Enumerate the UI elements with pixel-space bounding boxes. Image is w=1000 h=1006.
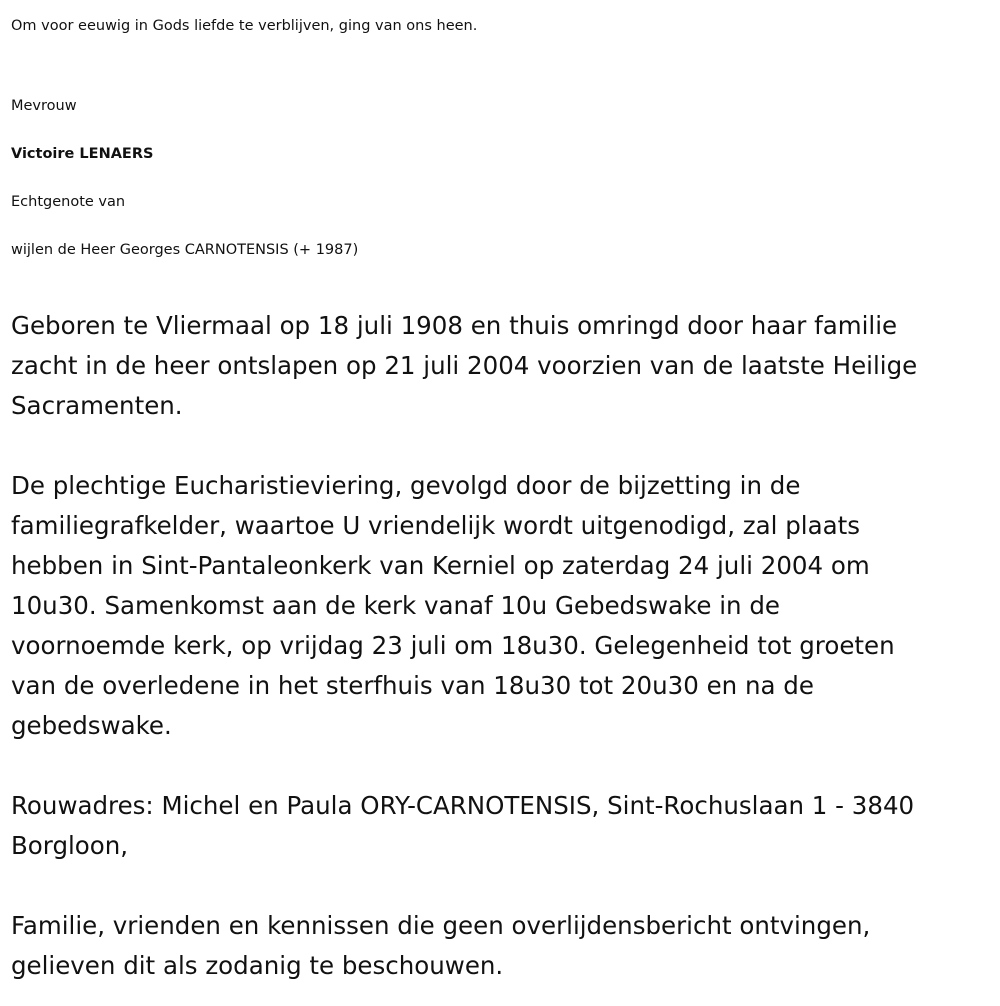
paragraph-line: hebben in Sint-Pantaleonkerk van Kerniel op zaterdag 24 juli 2004 om [11, 551, 870, 580]
paragraph-line: Sacramenten. [11, 391, 183, 420]
spouse-line: wijlen de Heer Georges CARNOTENSIS (+ 1987) [11, 242, 359, 258]
closing-paragraph [11, 906, 986, 986]
paragraph-line: De plechtige Eucharistieviering, gevolgd door de bijzetting in de [11, 471, 801, 500]
paragraph-line: voornoemde kerk, op vrijdag 23 juli om 18u30. Gelegenheid tot groeten [11, 631, 895, 660]
paragraph-line: Rouwadres: Michel en Paula ORY-CARNOTENSIS, Sint-Rochuslaan 1 - 3840 [11, 791, 915, 820]
obituary-document [11, 0, 991, 986]
paragraph-line: 10u30. Samenkomst aan de kerk vanaf 10u Gebedswake in de [11, 591, 780, 620]
paragraph-line: gebedswake. [11, 711, 172, 740]
paragraph-line: gelieven dit als zodanig te beschouwen. [11, 951, 504, 980]
ceremony-paragraph [11, 466, 986, 746]
paragraph-line: familiegrafkelder, waartoe U vriendelijk wordt uitgenodigd, zal plaats [11, 511, 861, 540]
paragraph-line: Borgloon, [11, 831, 129, 860]
birth-paragraph [11, 306, 986, 426]
paragraph-line: zacht in de heer ontslapen op 21 juli 2004 voorzien van de laatste Heilige [11, 351, 918, 380]
intro-line: Om voor eeuwig in Gods liefde te verblijven, ging van ons heen. [11, 18, 478, 34]
deceased-name: Victoire LENAERS [11, 146, 154, 162]
salutation: Mevrouw [11, 98, 77, 114]
paragraph-line: Familie, vrienden en kennissen die geen overlijdensbericht ontvingen, [11, 911, 871, 940]
paragraph-line: van de overledene in het sterfhuis van 18u30 tot 20u30 en na de [11, 671, 814, 700]
relation-line: Echtgenote van [11, 194, 126, 210]
paragraph-line: Geboren te Vliermaal op 18 juli 1908 en thuis omringd door haar familie [11, 311, 898, 340]
address-paragraph [11, 786, 986, 866]
